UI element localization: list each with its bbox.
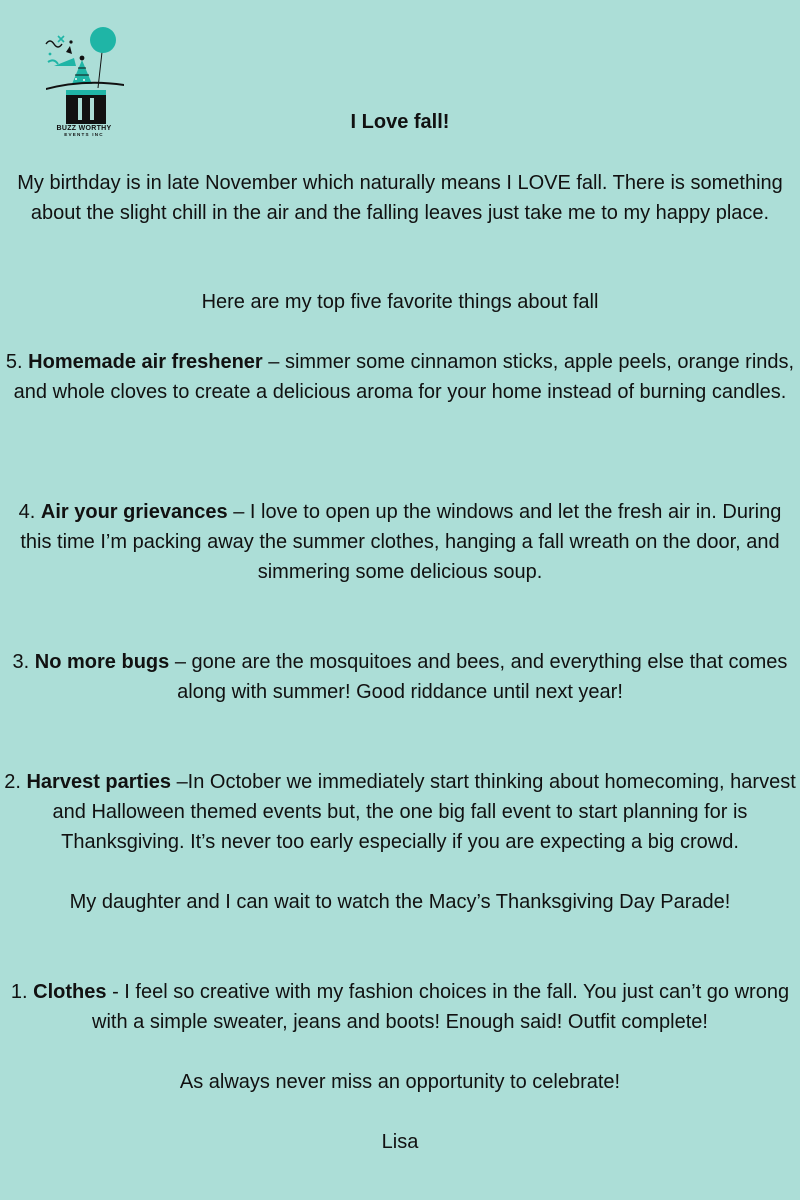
- item-number: 2.: [4, 771, 21, 793]
- list-item: [0, 497, 800, 587]
- page-title: I Love fall!: [350, 111, 450, 133]
- item-heading: Air your grievances: [40, 501, 228, 523]
- list-item: [0, 767, 800, 857]
- item-heading: Homemade air freshener: [28, 351, 263, 373]
- logo-name: BUZZ WORTHY: [56, 125, 112, 132]
- signature: Lisa: [381, 1131, 419, 1153]
- item-text: – simmer some cinnamon sticks, apple peels, orange rinds, and whole cloves to create a delicious aroma for your home instead of burning candles.: [13, 351, 795, 403]
- top-five-intro: Here are my top five favorite things about fall: [201, 291, 599, 313]
- item-number: 5.: [5, 351, 23, 373]
- list-item: [0, 347, 800, 407]
- item-number: 4.: [18, 501, 36, 523]
- closing-line: As always never miss an opportunity to celebrate!: [179, 1071, 621, 1093]
- item-heading: Clothes: [33, 981, 107, 1003]
- item-heading: No more bugs: [34, 651, 170, 673]
- list-item: [0, 647, 800, 707]
- intro-paragraph: My birthday is in late November which naturally means I LOVE fall. There is something about the slight chill in the air and the falling leaves just take me to my happy place.: [17, 172, 783, 224]
- item-text: - I feel so creative with my fashion choices in the fall. You just can’t go wrong with a simple sweater, jeans and boots! Enough said! Outfit complete!: [92, 981, 790, 1033]
- item-number: 3.: [12, 651, 30, 673]
- item-text: –In October we immediately start thinking about homecoming, harvest and Halloween themed events but, the one big fall event to start planning for is Thanksgiving. It’s never too early especially if you are expecting a big crowd.: [52, 771, 796, 853]
- daughter-line: My daughter and I can wait to watch the Macy’s Thanksgiving Day Parade!: [69, 891, 731, 913]
- list-item: [0, 977, 800, 1037]
- item-heading: Harvest parties: [26, 771, 171, 793]
- item-text: – I love to open up the windows and let the fresh air in. During this time I’m packing away the summer clothes, hanging a fall wreath on the door, and simmering some delicious soup.: [20, 501, 782, 583]
- item-text: – gone are the mosquitoes and bees, and everything else that comes along with summer! Good riddance until next year!: [174, 651, 788, 703]
- logo-subtitle: EVENTS INC: [64, 132, 104, 137]
- item-number: 1.: [10, 981, 28, 1003]
